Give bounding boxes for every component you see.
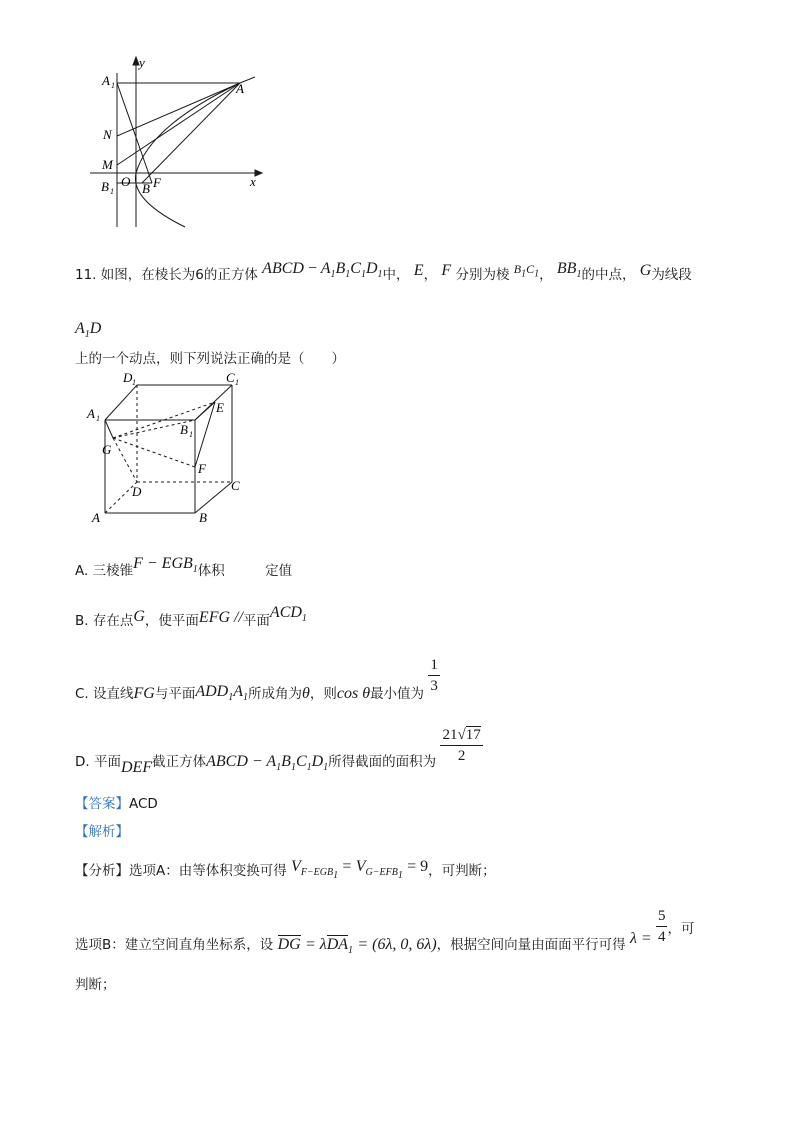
label-a1: A (87, 406, 95, 421)
q-edge2: $BB_1$ (556, 260, 582, 281)
label-b: B (142, 181, 150, 196)
opt-c-plane: $ADD_1A_1$ (195, 682, 249, 703)
q-tail: 为线段 (651, 267, 692, 283)
seg-e-f (195, 402, 215, 467)
fenxi-v2-sub: G−EFB1 (365, 867, 403, 882)
q-seg-d: D (89, 320, 102, 337)
q-end: 的中点， (581, 267, 636, 283)
x-arrow (255, 170, 262, 176)
opt-d-den: 2 (457, 748, 466, 764)
obn-num: 5 (656, 906, 668, 927)
label-c1: C (226, 370, 235, 385)
line-n-a (117, 83, 240, 136)
q-cube-abcd: ABCD (262, 260, 304, 277)
obn-mid: ，根据空间向量由面面平行可得 (436, 936, 626, 953)
option-b-note (75, 906, 695, 956)
obn-fraction (656, 906, 668, 947)
obn-eq: = λ (304, 935, 327, 953)
fenxi-line (75, 858, 496, 889)
option-c (75, 655, 440, 703)
analysis-line (75, 823, 129, 841)
label-a1-sub: 1 (96, 414, 100, 423)
opt-b-label: B. (75, 613, 89, 629)
q-e: E (413, 262, 424, 279)
label-e: E (216, 400, 224, 415)
answer-value: ACD (129, 796, 158, 812)
fenxi-text-a: 选项A：由等体积变换可得 (129, 863, 287, 879)
label-b1-sub: 1 (189, 430, 193, 439)
fenxi-v1-sub-text: F−EGB (300, 867, 334, 879)
obn-lam: λ = (629, 929, 652, 947)
cube-figure (85, 370, 255, 530)
opt-b-pre: 存在点 (92, 613, 134, 629)
fenxi-v1-sub: F−EGB1 (300, 867, 339, 882)
opt-d-label: D. (75, 753, 90, 770)
label-f: F (153, 175, 161, 190)
label-m: M (102, 157, 113, 172)
opt-c-post: 最小值为 (370, 685, 425, 702)
opt-d-def: DEF (120, 758, 153, 776)
question-11-line1 (75, 260, 692, 290)
label-o: O (121, 174, 131, 189)
fenxi-v2-v: V (355, 858, 366, 875)
label-n: N (103, 127, 112, 142)
opt-b-g: G (133, 608, 145, 625)
opt-d-num-b: 17 (465, 727, 481, 743)
q-g: G (639, 262, 652, 279)
seg-g-d (113, 438, 137, 482)
q-cube: ABCD − $A_1B_1C_1D_1$ (262, 260, 383, 281)
obn-dg-text: DG (277, 935, 301, 953)
q-edge1: $B_1C_1$ (513, 262, 540, 280)
opt-d-mid: 截正方体 (152, 753, 207, 770)
coordinate-figure (90, 55, 270, 235)
option-b-note-line2 (75, 976, 116, 994)
opt-d-fraction (440, 725, 482, 766)
opt-d-cube: ABCD − $A_1B_1C_1D_1$ (206, 752, 329, 773)
label-a: A (92, 510, 100, 525)
opt-c-den: 3 (430, 678, 438, 694)
edge-a1-d1 (105, 385, 137, 420)
opt-d-pre: 平面 (93, 753, 121, 770)
opt-b-expr2: $ACD_1$ (269, 604, 307, 625)
opt-a-post: 定值 (265, 563, 293, 579)
fenxi-v1 (291, 858, 339, 882)
fenxi-eq: = (342, 858, 352, 875)
opt-d-cube-text: ABCD − A (206, 752, 277, 770)
edge-c-b (195, 482, 232, 513)
opt-d-num: 21√17 (440, 725, 482, 746)
opt-a-expr: $F - EGB_1$ (133, 555, 198, 576)
fenxi-text-b: ，可判断； (428, 863, 496, 879)
option-b (75, 604, 307, 636)
seg-g-f (113, 438, 195, 467)
q-edge2-bb: BB (556, 260, 577, 277)
opt-a-mid: 体积 (197, 563, 225, 579)
seg-a1-g (105, 420, 113, 438)
q-comma: ， (423, 267, 438, 283)
label-a1: A (102, 73, 110, 88)
obn-den: 4 (657, 929, 666, 945)
obn-pre: 选项B：建立空间直角坐标系，设 (75, 936, 274, 953)
answer-line (75, 795, 158, 813)
label-a: A (236, 81, 244, 96)
obn-post: ，可 (667, 920, 695, 937)
q-edge: 6 (195, 267, 204, 283)
opt-c-num: 1 (428, 655, 440, 676)
q-edge1-b: B (513, 262, 522, 276)
opt-a-expr-text: F − EGB (133, 555, 193, 572)
opt-d-post: 所得截面的面积为 (328, 753, 437, 770)
opt-b-mid: ，使平面 (144, 613, 199, 629)
q-seg: $A_1D$ (75, 320, 102, 341)
line-b-a (142, 83, 240, 183)
label-g: G (102, 442, 112, 457)
label-x: x (250, 174, 256, 189)
opt-c-plane-text: ADD (195, 682, 229, 700)
label-b1: B (180, 422, 188, 437)
opt-d-num-a: 21 (442, 727, 458, 743)
opt-c-fraction (428, 655, 440, 696)
label-b1: B (101, 179, 109, 194)
label-b1-sub: 1 (110, 187, 114, 196)
question-11-line2 (75, 320, 345, 368)
opt-c-mid2: 所成角为 (248, 685, 303, 702)
q-fenbie: 分别为棱 (455, 267, 510, 283)
line-a1-f (117, 83, 152, 183)
fenxi-bracket: 【分析】 (75, 863, 129, 879)
obn-line2: 判断； (75, 977, 116, 993)
obn-dg (278, 936, 301, 953)
q-text-mid: 的正方体 (203, 267, 258, 283)
label-f: F (198, 461, 206, 476)
obn-da: $DA_1$ (326, 935, 354, 956)
opt-c-pre: 设直线 (93, 685, 134, 702)
opt-c-fg: FG (133, 684, 155, 702)
opt-c-cos: cos θ (336, 684, 371, 702)
label-d: D (132, 484, 142, 499)
q-f: F (441, 262, 452, 279)
option-a (75, 555, 293, 586)
opt-c-mid3: ，则 (309, 685, 337, 702)
option-d (75, 725, 483, 776)
label-d1: D (123, 370, 133, 385)
q-line2: 上的一个动点，则下列说法正确的是（ ） (75, 351, 345, 368)
q-zhong: 中， (382, 267, 410, 283)
obn-da-text: DA (326, 935, 349, 953)
q-text-pre: 如图，在棱长为 (100, 267, 196, 283)
analysis-bracket: 【解析】 (75, 824, 129, 840)
opt-c-label: C. (75, 685, 89, 702)
opt-a-label: A. (75, 563, 89, 579)
q-mid2: ， (539, 267, 553, 283)
label-c: C (231, 478, 240, 493)
curve (135, 83, 240, 227)
q-seg-a: A (75, 320, 85, 337)
fenxi-v1-v: V (291, 858, 301, 875)
fenxi-v2 (355, 858, 403, 882)
opt-a-pre: 三棱锥 (92, 563, 134, 579)
fenxi-eq2: = 9 (407, 858, 429, 875)
opt-b-expr: EFG // (198, 609, 243, 626)
q-cube-minus: − (307, 260, 317, 277)
line-m-a (117, 83, 240, 165)
opt-b-expr2-text: ACD (269, 604, 302, 621)
answer-bracket: 【答案】 (75, 796, 129, 812)
label-c1-sub: 1 (235, 378, 239, 387)
opt-b-mid2: 平面 (242, 613, 270, 629)
label-d1-sub: 1 (132, 378, 136, 387)
label-a1-sub: 1 (111, 81, 115, 90)
opt-c-theta: θ (302, 684, 310, 702)
fenxi-v2-sub-text: G−EFB (365, 867, 398, 879)
label-y: y (139, 55, 145, 70)
label-b: B (199, 510, 207, 525)
obn-tuple: = (6λ, 0, 6λ) (357, 935, 437, 953)
question-number: 11. (75, 267, 97, 283)
q-cube-a: A (320, 260, 331, 277)
opt-c-mid: 与平面 (154, 685, 196, 702)
